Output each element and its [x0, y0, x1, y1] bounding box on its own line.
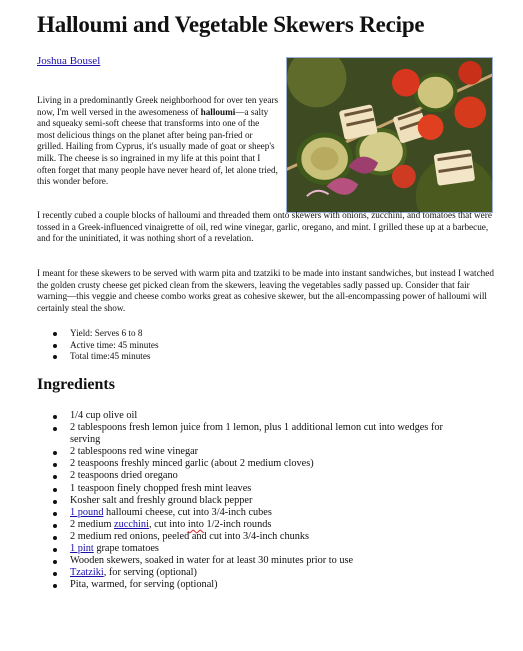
pound-link[interactable]: 1 pound [70, 506, 104, 518]
pint-link[interactable]: 1 pint [70, 543, 94, 555]
ingredient-item [53, 519, 473, 531]
ingredient-text: 2 medium [70, 518, 115, 530]
ingredients-heading: Ingredients [37, 376, 115, 393]
ingredient-text: 1/2-inch rounds [203, 518, 272, 530]
paragraph-3: I meant for these skewers to be served with warm pita and tzatziki to be made into instant sandwiches, but instead I watched the golden crusty cheese get picked clean from the skewers, leaving the vegetables sadly passed up. Consider that fair warning—this veggie and cheese combo works great as cohesive skewer, but the all-encompassing power of halloumi will certainly steal the show. [37, 268, 494, 313]
paragraph-2: I recently cubed a couple blocks of halloumi and threaded them onto skewers with onions, zucchini, and tomatoes that were tossed in a Greek-influenced vinaigrette of oil, red wine vinegar, garlic, oregano, and mint. I grilled these up at a barbecue, and for the uninitiated, it was nothing short of a revelation. [37, 210, 492, 244]
intro-text: Living in a predominantly Greek neighborhood for over ten years now, I'm well versed in the awesomeness of [37, 95, 279, 117]
ingredient-item: Pita, warmed, for serving (optional) [53, 579, 473, 591]
ingredient-item: 2 teaspoons dried oregano [53, 470, 473, 482]
ingredient-item [53, 543, 473, 555]
intro-text-rest: —a salty and squeaky semi-soft cheese that transforms into one of the most delicious things on the planet after being pan-fried or grilled. Hailing from Cyprus, it's usually made of goat or sheep's milk. The cheese is so ingrained in my life at this point that I often forget that many people have never heard of, let alone tried, this wonder before. [37, 106, 278, 187]
ingredient-text: halloumi cheese, cut into 3/4-inch cubes [103, 506, 272, 518]
misspelled-word: into [187, 518, 204, 530]
author-link[interactable]: Joshua Bousel [37, 55, 101, 67]
intro-paragraph [37, 95, 279, 188]
active-time-item: Active time: 45 minutes [53, 340, 159, 352]
ingredient-item: 2 tablespoons red wine vinegar [53, 446, 473, 458]
ingredient-item: 2 medium red onions, peeled and cut into 3/4-inch chunks [53, 531, 473, 543]
ingredient-text: , cut into [148, 518, 188, 530]
recipe-photo [286, 57, 493, 213]
ingredient-item: Wooden skewers, soaked in water for at least 30 minutes prior to use [53, 555, 473, 567]
ingredient-item: Kosher salt and freshly ground black pepper [53, 495, 473, 507]
ingredient-text: , for serving (optional) [103, 567, 197, 579]
halloumi-bold: halloumi [200, 106, 236, 117]
ingredient-item: 1 teaspoon finely chopped fresh mint leaves [53, 483, 473, 495]
ingredient-item [53, 507, 473, 519]
ingredient-text: grape tomatoes [93, 543, 159, 555]
yield-item: Yield: Serves 6 to 8 [53, 328, 159, 340]
tzatziki-link[interactable]: Tzatziki [70, 567, 104, 579]
ingredient-item: 2 tablespoons fresh lemon juice from 1 lemon, plus 1 additional lemon cut into wedges for serving [53, 422, 473, 446]
zucchini-link[interactable]: zucchini [114, 518, 149, 530]
total-time-item: Total time:45 minutes [53, 351, 159, 363]
ingredient-item [53, 567, 473, 579]
ingredient-item: 2 teaspoons freshly minced garlic (about 2 medium cloves) [53, 458, 473, 470]
ingredients-list [53, 410, 473, 591]
ingredient-item: 1/4 cup olive oil [53, 410, 473, 422]
recipe-meta-list [53, 328, 159, 363]
page-title: Halloumi and Vegetable Skewers Recipe [37, 12, 425, 37]
